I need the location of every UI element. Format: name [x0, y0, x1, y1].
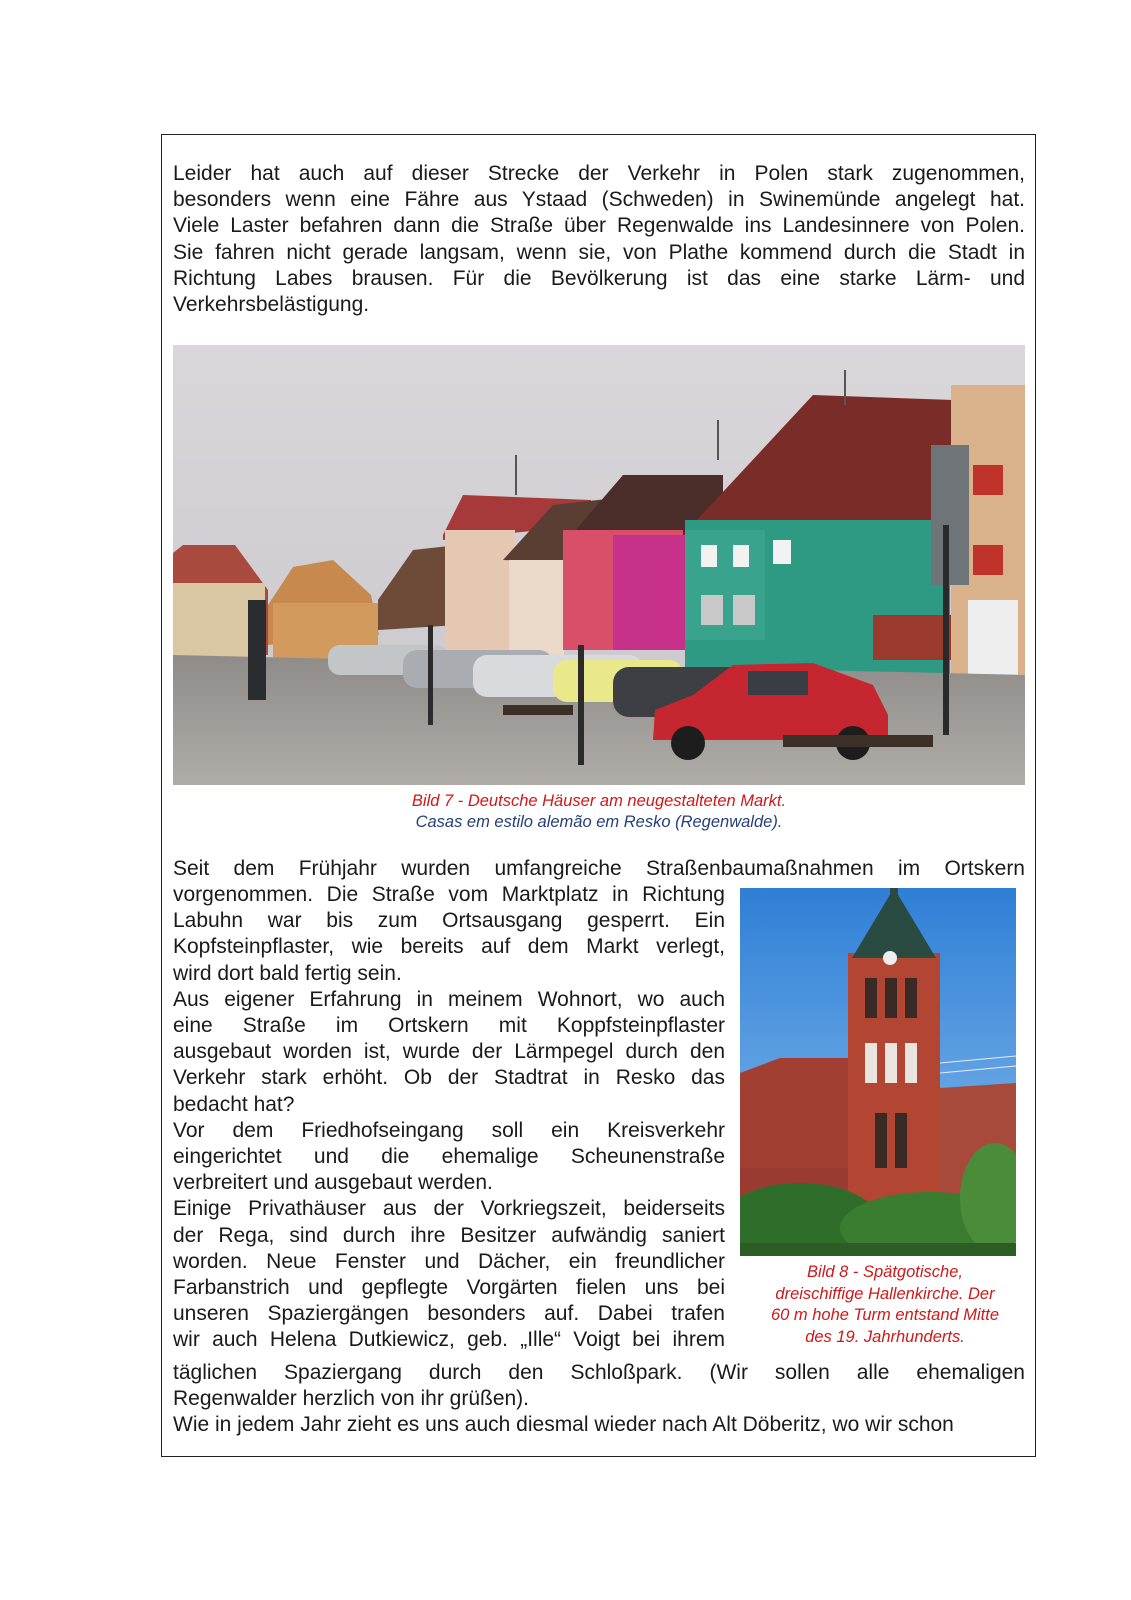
- paragraph-roadworks-first-line: [173, 856, 1025, 882]
- caption-german: Bild 7 - Deutsche Häuser am neugestalteten Markt.: [411, 792, 787, 810]
- text-line: Leider hat auch auf dieser Strecke der Verkehr in Polen stark zugenommen,: [173, 162, 1025, 185]
- text-line: eingerichtet und die ehemalige Scheunenstraße: [173, 1145, 725, 1169]
- text-line: worden. Neue Fenster und Dächer, ein freundlicher: [173, 1249, 725, 1273]
- text-line: eine Straße im Ortskern mit Koppfsteinpflaster: [173, 1014, 725, 1038]
- caption-portuguese: Casas em estilo alemão em Resko (Regenwalde).: [415, 813, 783, 831]
- text-line: Farbanstrich und gepflegte Vorgärten fielen uns bei: [173, 1276, 725, 1300]
- caption-line: Bild 8 - Spätgotische,: [807, 1263, 963, 1281]
- market-square-photo: [173, 345, 1025, 785]
- text-line: Kopfsteinpflaster, wie bereits auf dem Markt verlegt,: [173, 935, 725, 959]
- text-line: Labuhn war bis zum Ortsausgang gesperrt. Ein: [173, 909, 725, 933]
- paragraph-roadworks-column: [173, 882, 725, 1354]
- caption-line: dreischiffige Hallenkirche. Der: [775, 1284, 995, 1303]
- church-photo: [740, 888, 1016, 1256]
- text-line: der Rega, sind durch ihre Besitzer aufwändig saniert: [173, 1223, 725, 1247]
- text-line: Viele Laster befahren dann die Straße über Regenwalde ins Landesinnere von Polen.: [173, 214, 1025, 238]
- text-line: Richtung Labes brausen. Für die Bevölkerung ist das eine starke Lärm- und: [173, 266, 1025, 290]
- figure-8-caption: [740, 1262, 1030, 1348]
- text-line: Wie in jedem Jahr zieht es uns auch diesmal wieder nach Alt Döberitz, wo wir schon: [173, 1413, 954, 1437]
- text-line: bedacht hat?: [173, 1092, 295, 1116]
- text-line: Sie fahren nicht gerade langsam, wenn sie, von Plathe kommend durch die Stadt in: [173, 240, 1025, 264]
- text-line: Aus eigener Erfahrung in meinem Wohnort, wo auch: [173, 987, 725, 1011]
- text-line: Vor dem Friedhofseingang soll ein Kreisverkehr: [173, 1118, 725, 1142]
- text-line: täglichen Spaziergang durch den Schloßpark. (Wir sollen alle ehemaligen: [173, 1361, 1025, 1384]
- text-line: Verkehr stark erhöht. Ob der Stadtrat in Resko das: [173, 1066, 725, 1090]
- text-line: Regenwalder herzlich von ihr grüßen).: [173, 1387, 530, 1411]
- text-line: verbreitert und ausgebaut werden.: [173, 1171, 493, 1195]
- text-line: ausgebaut worden ist, wurde der Lärmpegel durch den: [173, 1040, 725, 1064]
- text-line: wir auch Helena Dutkiewicz, geb. „Ille“ Voigt bei ihrem: [173, 1328, 725, 1352]
- caption-line: 60 m hohe Turm entstand Mitte: [770, 1306, 1000, 1324]
- text-line: besonders wenn eine Fähre aus Ystaad (Schweden) in Swinemünde angelegt hat.: [173, 188, 1025, 212]
- paragraph-traffic: [173, 161, 1025, 318]
- figure-7-caption: [173, 791, 1025, 833]
- text-line: vorgenommen. Die Straße vom Marktplatz in Richtung: [173, 883, 725, 906]
- text-line: Seit dem Frühjahr wurden umfangreiche Straßenbaumaßnahmen im Ortskern: [173, 857, 1025, 880]
- paragraph-roadworks-tail: [173, 1360, 1025, 1439]
- text-line: wird dort bald fertig sein.: [173, 961, 402, 985]
- text-line: unseren Spaziergängen besonders auf. Dabei trafen: [173, 1302, 725, 1326]
- text-line: Einige Privathäuser aus der Vorkriegszeit, beiderseits: [173, 1197, 725, 1221]
- caption-line: des 19. Jahrhunderts.: [805, 1327, 965, 1346]
- text-line: Verkehrsbelästigung.: [173, 293, 370, 317]
